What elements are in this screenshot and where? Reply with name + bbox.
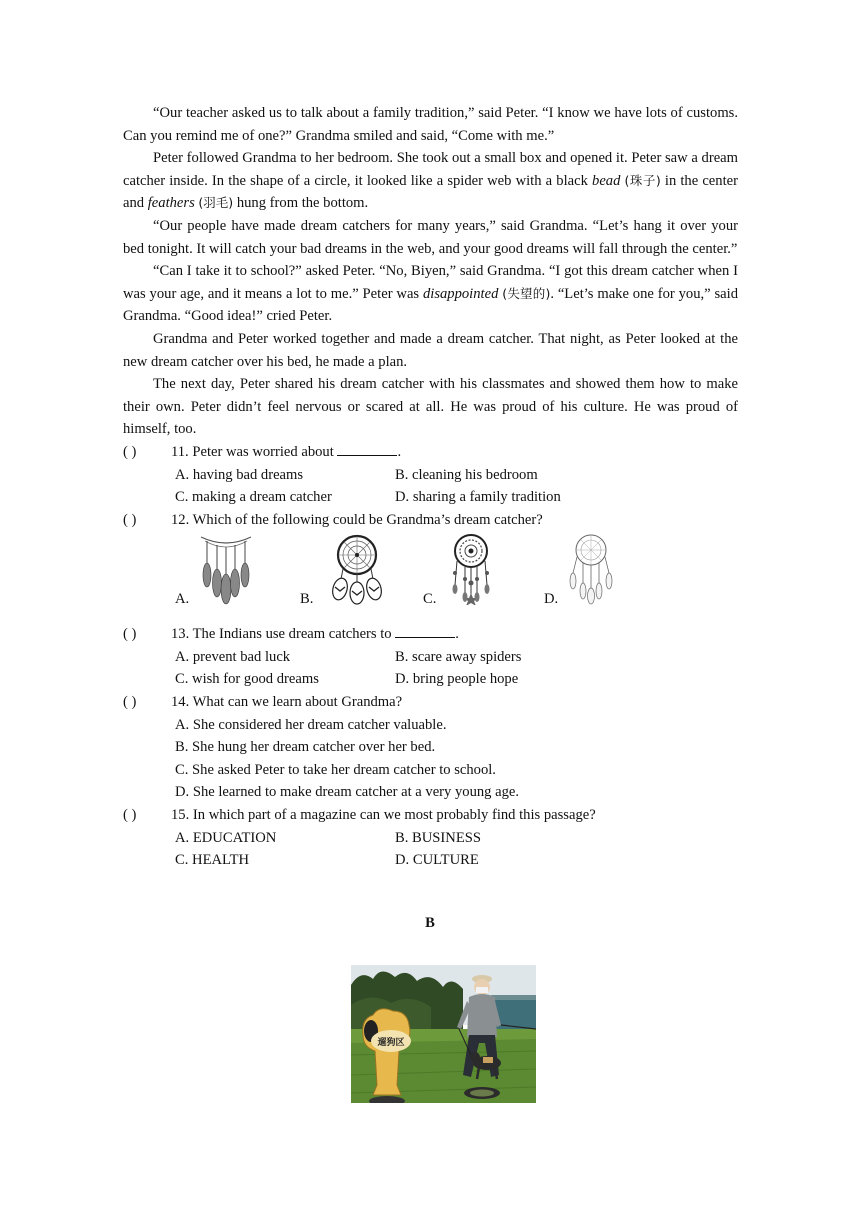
question-11: ( ) 11. Peter was worried about .	[123, 441, 738, 464]
option-b: B. scare away spiders	[395, 648, 522, 665]
question-14	[123, 691, 738, 714]
option-c: C. wish for good dreams	[175, 671, 319, 688]
paragraph-4: “Can I take it to school?” asked Peter. “No, Biyen,” said Grandma. “I got this dream catcher when I was your age, and it means a lot to me.” Peter was disappointed (失望的). “Let’s make one for you,” said Grandma. “Good idea!” cried Peter.	[123, 263, 738, 325]
question-15	[123, 804, 738, 827]
question-stem: 12. Which of the following could be Grandma’s dream catcher?	[171, 511, 543, 528]
option-c: C. making a dream catcher	[175, 489, 332, 506]
section-heading-b: B	[425, 915, 435, 931]
dream-catcher-b-icon	[323, 533, 391, 605]
option-b-label: B.	[300, 591, 314, 608]
paragraph-1: “Our teacher asked us to talk about a family tradition,” said Peter. “I know we have lots of customs. Can you remind me of one?” Grandma smiled and said, “Come with me.”	[123, 105, 738, 144]
question-13: ( ) 13. The Indians use dream catchers to .	[123, 623, 738, 646]
question-12	[123, 509, 738, 532]
paragraph-3: “Our people have made dream catchers for many years,” said Grandma. “Let’s hang it over your bed tonight. It will catch your bad dreams in the web, and your good dreams will fall through the center.”	[123, 217, 738, 257]
question-11-options	[123, 464, 738, 509]
option-d-label: D.	[544, 591, 559, 608]
option-b: B. She hung her dream catcher over her bed.	[175, 739, 436, 756]
dream-catcher-a-icon	[195, 533, 257, 605]
option-a: A. having bad dreams	[175, 466, 304, 483]
answer-parentheses[interactable]: ( )	[123, 443, 137, 460]
option-b: B. cleaning his bedroom	[395, 466, 538, 483]
reading-passage-a	[123, 102, 738, 872]
answer-blank	[395, 623, 455, 638]
option-a: A. EDUCATION	[175, 829, 277, 846]
option-b: B. BUSINESS	[395, 829, 481, 846]
question-14-options	[123, 714, 738, 804]
question-stem: 13. The Indians use dream catchers to	[171, 626, 392, 643]
option-d: D. She learned to make dream catcher at a very young age.	[175, 784, 520, 801]
sign-text: 遛狗区	[377, 1038, 405, 1048]
answer-parentheses[interactable]: ( )	[123, 694, 137, 711]
question-12-image-options	[123, 533, 738, 623]
question-15-options	[123, 827, 738, 872]
option-a: A. She considered her dream catcher valuable.	[175, 716, 447, 733]
option-a: A. prevent bad luck	[175, 648, 291, 665]
option-d: D. CULTURE	[395, 852, 479, 869]
answer-parentheses[interactable]: ( )	[123, 511, 137, 528]
answer-parentheses[interactable]: ( )	[123, 807, 137, 824]
dream-catcher-c-icon	[443, 533, 499, 605]
option-a-label: A.	[175, 591, 190, 608]
question-13-options	[123, 646, 738, 691]
dream-catcher-d-icon	[563, 533, 619, 605]
paragraph-6: The next day, Peter shared his dream catcher with his classmates and showed them how to make their own. Peter didn’t feel nervous or scared at all. He was proud of his culture. He was proud of himself, too.	[123, 376, 738, 438]
question-stem: 14. What can we learn about Grandma?	[171, 694, 403, 711]
option-c: C. HEALTH	[175, 852, 250, 869]
question-stem: 15. In which part of a magazine can we most probably find this passage?	[171, 807, 596, 824]
answer-blank	[337, 441, 397, 456]
answer-parentheses[interactable]: ( )	[123, 626, 137, 643]
paragraph-5: Grandma and Peter worked together and made a dream catcher. That night, as Peter looked at the new dream catcher over his bed, he made a plan.	[123, 330, 738, 370]
paragraph-2: Peter followed Grandma to her bedroom. She took out a small box and opened it. Peter saw a dream catcher inside. In the shape of a circle, it looked like a spider web with a black bead (珠子) in the center and feathers (羽毛) hung from the bottom.	[123, 150, 738, 212]
question-stem: 11. Peter was worried about	[171, 443, 334, 460]
dog-walking-photo	[351, 965, 536, 1103]
option-c: C. She asked Peter to take her dream catcher to school.	[175, 761, 496, 778]
option-d: D. bring people hope	[395, 671, 519, 688]
option-d: D. sharing a family tradition	[395, 489, 561, 506]
option-c-label: C.	[423, 591, 437, 608]
